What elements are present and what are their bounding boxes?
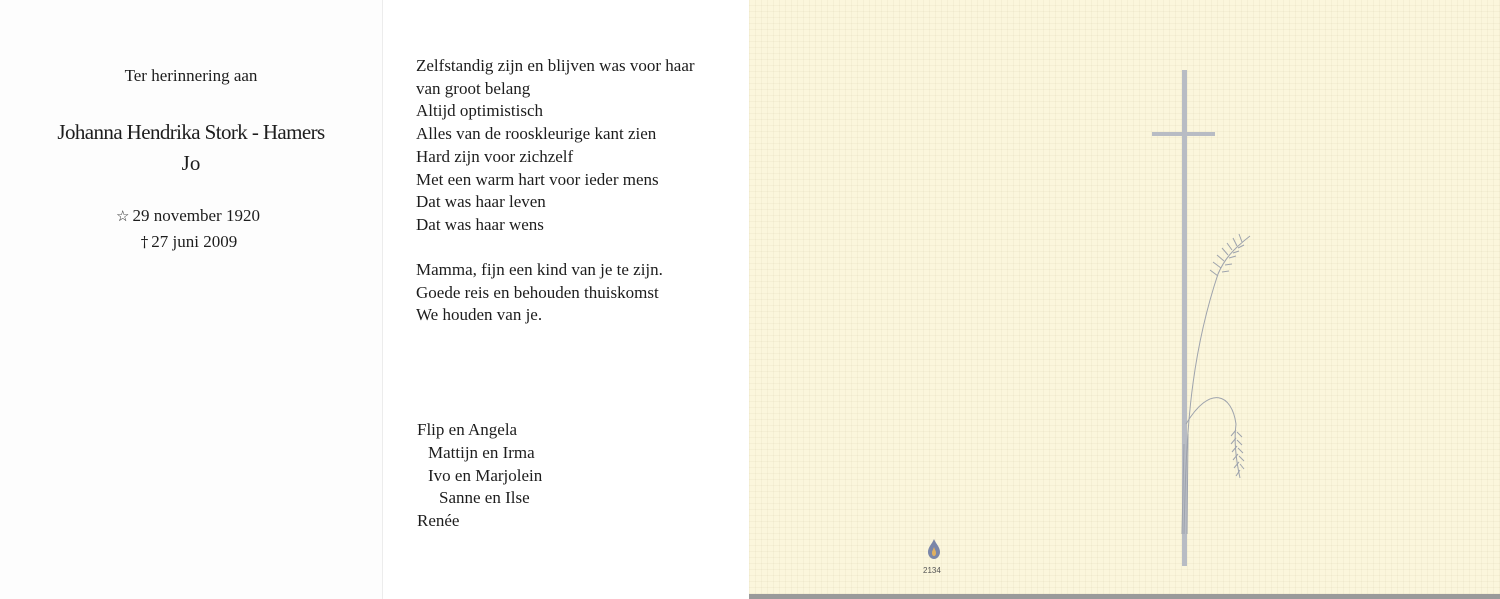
left-panel [0,0,382,599]
family-list [417,419,542,533]
birth-date-text: 29 november 1920 [132,206,260,225]
nickname: Jo [181,151,201,175]
farewell-line: We houden van je. [416,305,543,325]
poem-line: Met een warm hart voor ieder mens [416,169,659,189]
scan-edge [749,594,1500,599]
intro-text: Ter herinnering aan [124,66,258,85]
cover-panel [749,0,1500,594]
poem [416,55,695,237]
poem-line: Dat was haar leven [416,192,546,212]
cross-horizontal [1152,132,1215,136]
poem-line: Dat was haar wens [416,214,544,234]
family-member: Mattijn en Irma [428,442,535,462]
farewell-line: Mamma, fijn een kind van je te zijn. [416,260,663,279]
family-member: Renée [417,511,460,531]
poem-line: Alles van de rooskleurige kant zien [416,124,657,144]
flame-logo-icon [926,538,942,560]
print-code: 2134 [923,566,941,575]
poem-line: Hard zijn voor zichzelf [416,146,574,166]
deceased-name: Johanna Hendrika Stork - Hamers [57,120,325,144]
family-member: Flip en Angela [417,420,518,439]
farewell-line: Goede reis en behouden thuiskomst [416,282,659,302]
farewell [416,259,663,327]
poem-line: Zelfstandig zijn en blijven was voor haar [416,56,695,75]
cross-icon [1140,64,1270,574]
poem-line: van groot belang [416,78,531,98]
star-icon: ☆ [116,207,130,225]
birth-date [0,206,379,226]
family-member: Sanne en Ilse [439,488,530,508]
poem-line: Altijd optimistisch [416,101,544,121]
dagger-icon: † [140,233,149,251]
death-date [0,232,380,252]
wheat-icon [1182,234,1250,534]
family-member: Ivo en Marjolein [428,465,543,485]
death-date-text: 27 juni 2009 [151,232,238,251]
